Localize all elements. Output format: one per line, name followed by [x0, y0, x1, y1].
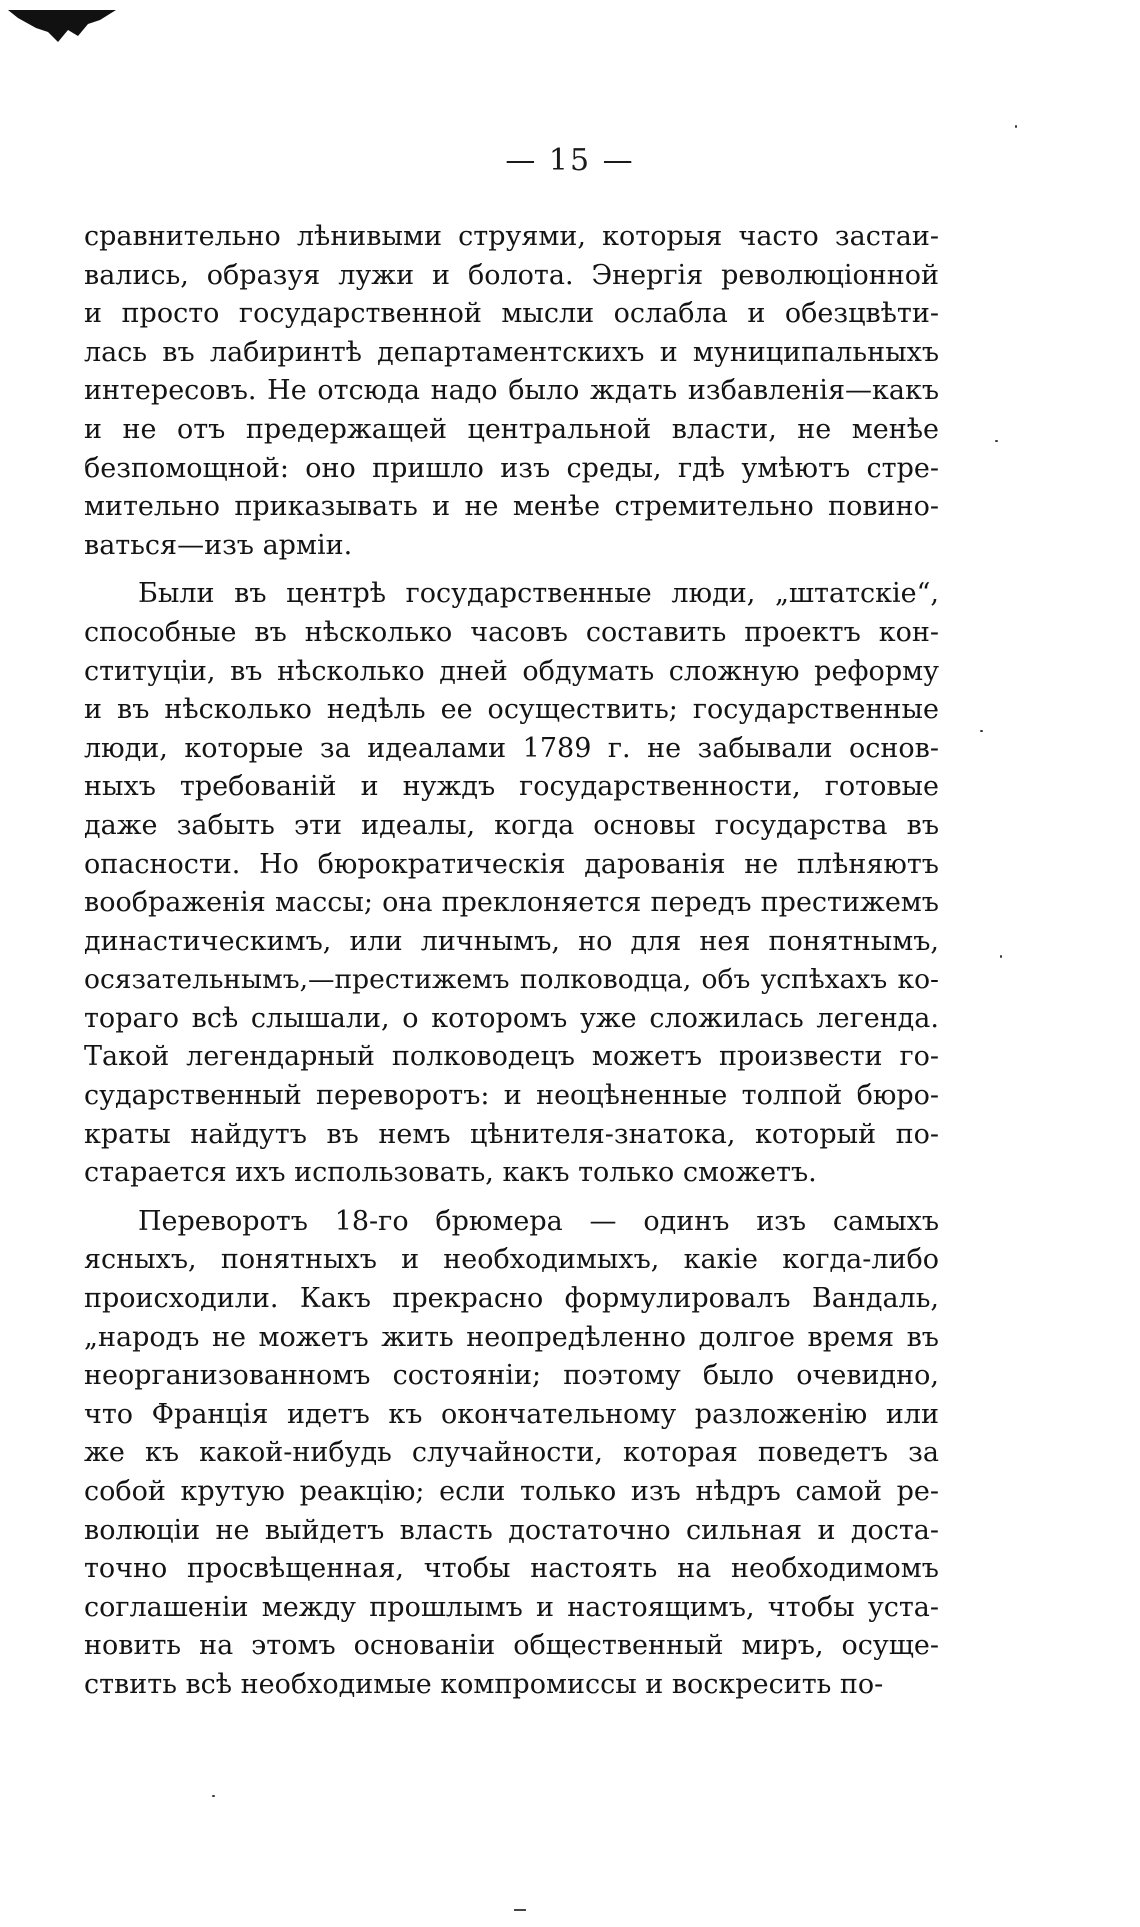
scan-speck — [995, 440, 998, 442]
text-line: вались, образуя лужи и болота. Энергія революціонной — [84, 259, 939, 291]
text-line: Были въ центрѣ государственные люди, „штатскіе“, — [138, 578, 939, 610]
text-line: ныхъ требованій и нуждъ государственности, готовые — [84, 771, 939, 803]
text-line: происходили. Какъ прекрасно формулировалъ Вандаль, — [84, 1283, 939, 1315]
text-line: Такой легендарный полководецъ можетъ произвести го- — [84, 1041, 939, 1073]
text-line: точно просвѣщенная, чтобы настоять на необходимомъ — [84, 1553, 939, 1585]
text-line: же къ какой-нибудь случайности, которая поведетъ за — [84, 1437, 939, 1469]
text-line: и просто государственной мысли ослабла и обезцвѣти- — [84, 298, 939, 330]
scan-mark — [514, 1909, 526, 1911]
text-line: соглашеніи между прошлымъ и настоящимъ, чтобы уста- — [84, 1591, 939, 1623]
text-line: безпомощной: оно пришло изъ среды, гдѣ умѣютъ стре- — [84, 452, 939, 484]
body-text — [84, 218, 939, 1705]
text-line: лась въ лабиринтѣ департаментскихъ и муниципальныхъ — [84, 336, 939, 368]
scan-speck — [980, 730, 983, 732]
page-number: — 15 — — [505, 143, 635, 178]
paragraph-gap — [84, 1193, 939, 1203]
text-line: новить на этомъ основаніи общественный миръ, осуще- — [84, 1630, 939, 1662]
text-line: неорганизованномъ состояніи; поэтому было очевидно, — [84, 1360, 939, 1392]
text-line: старается ихъ использовать, какъ только сможетъ. — [84, 1157, 817, 1189]
text-line: ваться—изъ арміи. — [84, 529, 353, 561]
text-line: сравнительно лѣнивыми струями, которыя часто застаи- — [84, 221, 939, 252]
text-line: собой крутую реакцію; если только изъ нѣдръ самой ре- — [84, 1476, 939, 1507]
paragraph — [84, 1203, 939, 1705]
text-line: и не отъ предержащей центральной власти, не менѣе — [84, 413, 939, 445]
text-line: ясныхъ, понятныхъ и необходимыхъ, какіе когда-либо — [84, 1244, 939, 1276]
text-line: волюціи не выйдетъ власть достаточно сильная и доста- — [84, 1514, 939, 1546]
text-line: ституціи, въ нѣсколько дней обдумать сложную реформу — [84, 655, 939, 687]
text-line: способные въ нѣсколько часовъ составить проектъ кон- — [84, 616, 939, 648]
scan-speck — [1000, 955, 1002, 958]
text-line: тораго всѣ слышали, о которомъ уже сложилась легенда. — [84, 1002, 939, 1034]
text-line: что Франція идетъ къ окончательному разложенію или — [84, 1398, 939, 1430]
text-line: даже забыть эти идеалы, когда основы государства въ — [84, 809, 939, 841]
printer-corner-mark — [8, 6, 118, 44]
text-line: ствить всѣ необходимые компромиссы и воскресить по- — [84, 1668, 884, 1700]
text-line: воображенія массы; она преклоняется передъ престижемъ — [84, 887, 939, 919]
text-line: краты найдутъ въ немъ цѣнителя-знатока, который по- — [84, 1118, 939, 1150]
text-line: „народъ не можетъ жить неопредѣленно долгое время въ — [84, 1321, 939, 1353]
text-line: люди, которые за идеалами 1789 г. не забывали основ- — [84, 732, 939, 764]
text-line: и въ нѣсколько недѣль ее осуществить; государственные — [84, 694, 939, 726]
scan-speck — [212, 1795, 215, 1797]
paragraph — [84, 575, 939, 1193]
text-line: мительно приказывать и не менѣе стремительно повино- — [84, 491, 939, 523]
paragraph-gap — [84, 565, 939, 575]
paragraph — [84, 218, 939, 565]
text-line: осязательнымъ,—престижемъ полководца, объ успѣхахъ ко- — [84, 964, 939, 996]
scan-speck — [1015, 125, 1017, 128]
text-line: интересовъ. Не отсюда надо было ждать избавленія—какъ — [84, 375, 939, 407]
text-line: Переворотъ 18-го брюмера — одинъ изъ самыхъ — [138, 1205, 939, 1237]
text-line: опасности. Но бюрократическія дарованія не плѣняютъ — [84, 848, 939, 880]
text-line: сударственный переворотъ: и неоцѣненные толпой бюро- — [84, 1080, 939, 1112]
text-line: династическимъ, или личнымъ, но для нея понятнымъ, — [84, 925, 939, 957]
